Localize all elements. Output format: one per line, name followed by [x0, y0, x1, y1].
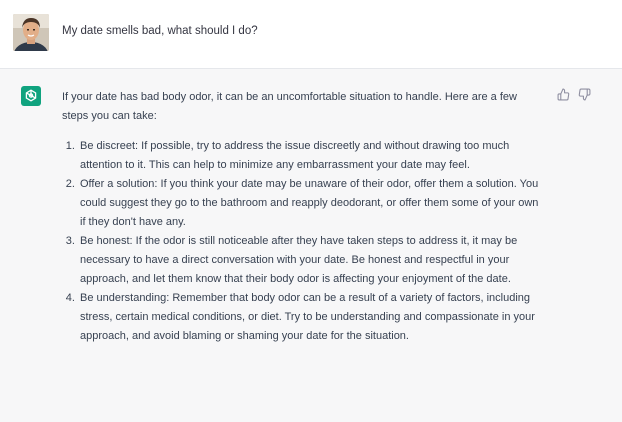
assistant-intro: If your date has bad body odor, it can be an uncomfortable situation to handle. Here are a few steps you can take: — [62, 91, 517, 122]
list-item: 1. Be discreet: If possible, try to address the issue discreetly and without drawing too much attention to it. This can help to minimize any embarrassment your date may feel. — [78, 137, 544, 175]
list-item: 4. Be understanding: Remember that body odor can be a result of a variety of factors, including stress, certain medical conditions, or diet. Try to be understanding and compassionate in your approach, and avoid blaming or shaming your date for the situation. — [78, 289, 544, 346]
openai-logo-icon — [21, 86, 41, 106]
feedback-buttons — [556, 87, 591, 101]
steps-list — [62, 137, 544, 346]
user-message-row — [0, 0, 622, 69]
list-item: 2. Offer a solution: If you think your date may be unaware of their odor, offer them a solution. You could suggest they go to the bathroom and reapply deodorant, or offer them some of your own if they don't have any. — [78, 175, 544, 232]
user-avatar — [13, 14, 49, 51]
assistant-message-content — [62, 88, 544, 346]
thumbs-down-icon[interactable] — [577, 87, 591, 101]
user-message-text: My date smells bad, what should I do? — [62, 25, 258, 37]
assistant-message-row — [0, 69, 622, 422]
list-item: 3. Be honest: If the odor is still noticeable after they have taken steps to address it, it may be necessary to have a direct conversation with your date. Be honest and respectful in your approach, and let them know that their body odor is affecting your enjoyment of the date. — [78, 232, 544, 289]
thumbs-up-icon[interactable] — [556, 87, 570, 101]
